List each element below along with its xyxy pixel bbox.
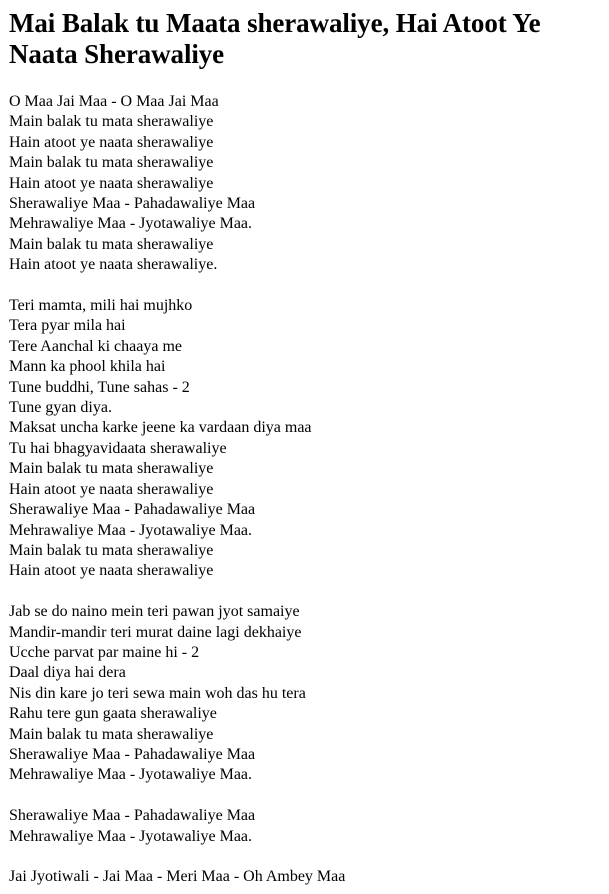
page-title: Mai Balak tu Maata sherawaliye, Hai Atoot Ye Naata Sherawaliye xyxy=(9,8,541,69)
lyrics-stanza xyxy=(9,867,609,887)
lyrics-line: Maksat uncha karke jeene ka vardaan diya maa xyxy=(9,419,312,437)
lyrics-line: Daal diya hai dera xyxy=(9,664,126,682)
lyrics-line: Tera pyar mila hai xyxy=(9,317,126,335)
lyrics-line: O Maa Jai Maa - O Maa Jai Maa xyxy=(9,93,219,110)
lyrics-stanza xyxy=(9,602,609,786)
lyrics-line: Hain atoot ye naata sherawaliye xyxy=(9,562,214,580)
lyrics-body xyxy=(9,92,609,888)
lyrics-line: Main balak tu mata sherawaliye xyxy=(9,725,214,743)
lyrics-stanza xyxy=(9,92,609,276)
lyrics-line: Hain atoot ye naata sherawaliye xyxy=(9,174,214,192)
lyrics-line: Hain atoot ye naata sherawaliye. xyxy=(9,256,218,274)
lyrics-line: Teri mamta, mili hai mujhko xyxy=(9,297,193,315)
lyrics-line: Mehrawaliye Maa - Jyotawaliye Maa. xyxy=(9,521,253,539)
lyrics-line: Tune gyan diya. xyxy=(9,399,112,417)
lyrics-line: Tere Aanchal ki chaaya me xyxy=(9,337,183,355)
lyrics-line: Mann ka phool khila hai xyxy=(9,358,166,376)
lyrics-line: Mandir-mandir teri murat daine lagi dekhaiye xyxy=(9,623,302,641)
lyrics-line: Ucche parvat par maine hi - 2 xyxy=(9,643,200,661)
lyrics-line: Mehrawaliye Maa - Jyotawaliye Maa. xyxy=(9,766,253,784)
lyrics-line: Main balak tu mata sherawaliye xyxy=(9,541,214,559)
lyrics-line: Nis din kare jo teri sewa main woh das hu tera xyxy=(9,684,306,702)
lyrics-line: Main balak tu mata sherawaliye xyxy=(9,460,214,478)
lyrics-line: Sherawaliye Maa - Pahadawaliye Maa xyxy=(9,195,256,213)
lyrics-line: Main balak tu mata sherawaliye xyxy=(9,154,214,172)
lyrics-line: Hain atoot ye naata sherawaliye xyxy=(9,480,214,498)
lyrics-stanza xyxy=(9,296,609,582)
lyrics-line: Hain atoot ye naata sherawaliye xyxy=(9,133,214,151)
lyrics-line: Tune buddhi, Tune sahas - 2 xyxy=(9,378,190,396)
lyrics-line: Main balak tu mata sherawaliye xyxy=(9,113,214,131)
lyrics-line: Main balak tu mata sherawaliye xyxy=(9,235,214,253)
lyrics-line: Jab se do naino mein teri pawan jyot samaiye xyxy=(9,603,300,621)
lyrics-line: Rahu tere gun gaata sherawaliye xyxy=(9,705,217,723)
lyrics-line: Sherawaliye Maa - Pahadawaliye Maa xyxy=(9,745,256,763)
lyrics-line: Mehrawaliye Maa - Jyotawaliye Maa. xyxy=(9,215,253,233)
lyrics-line: Sherawaliye Maa - Pahadawaliye Maa xyxy=(9,501,256,519)
lyrics-line: Jai Jyotiwali - Jai Maa - Meri Maa - Oh Ambey Maa xyxy=(9,868,346,886)
lyrics-stanza xyxy=(9,806,609,847)
lyrics-line: Mehrawaliye Maa - Jyotawaliye Maa. xyxy=(9,827,253,845)
lyrics-line: Sherawaliye Maa - Pahadawaliye Maa xyxy=(9,807,256,825)
lyrics-line: Tu hai bhagyavidaata sherawaliye xyxy=(9,439,227,457)
